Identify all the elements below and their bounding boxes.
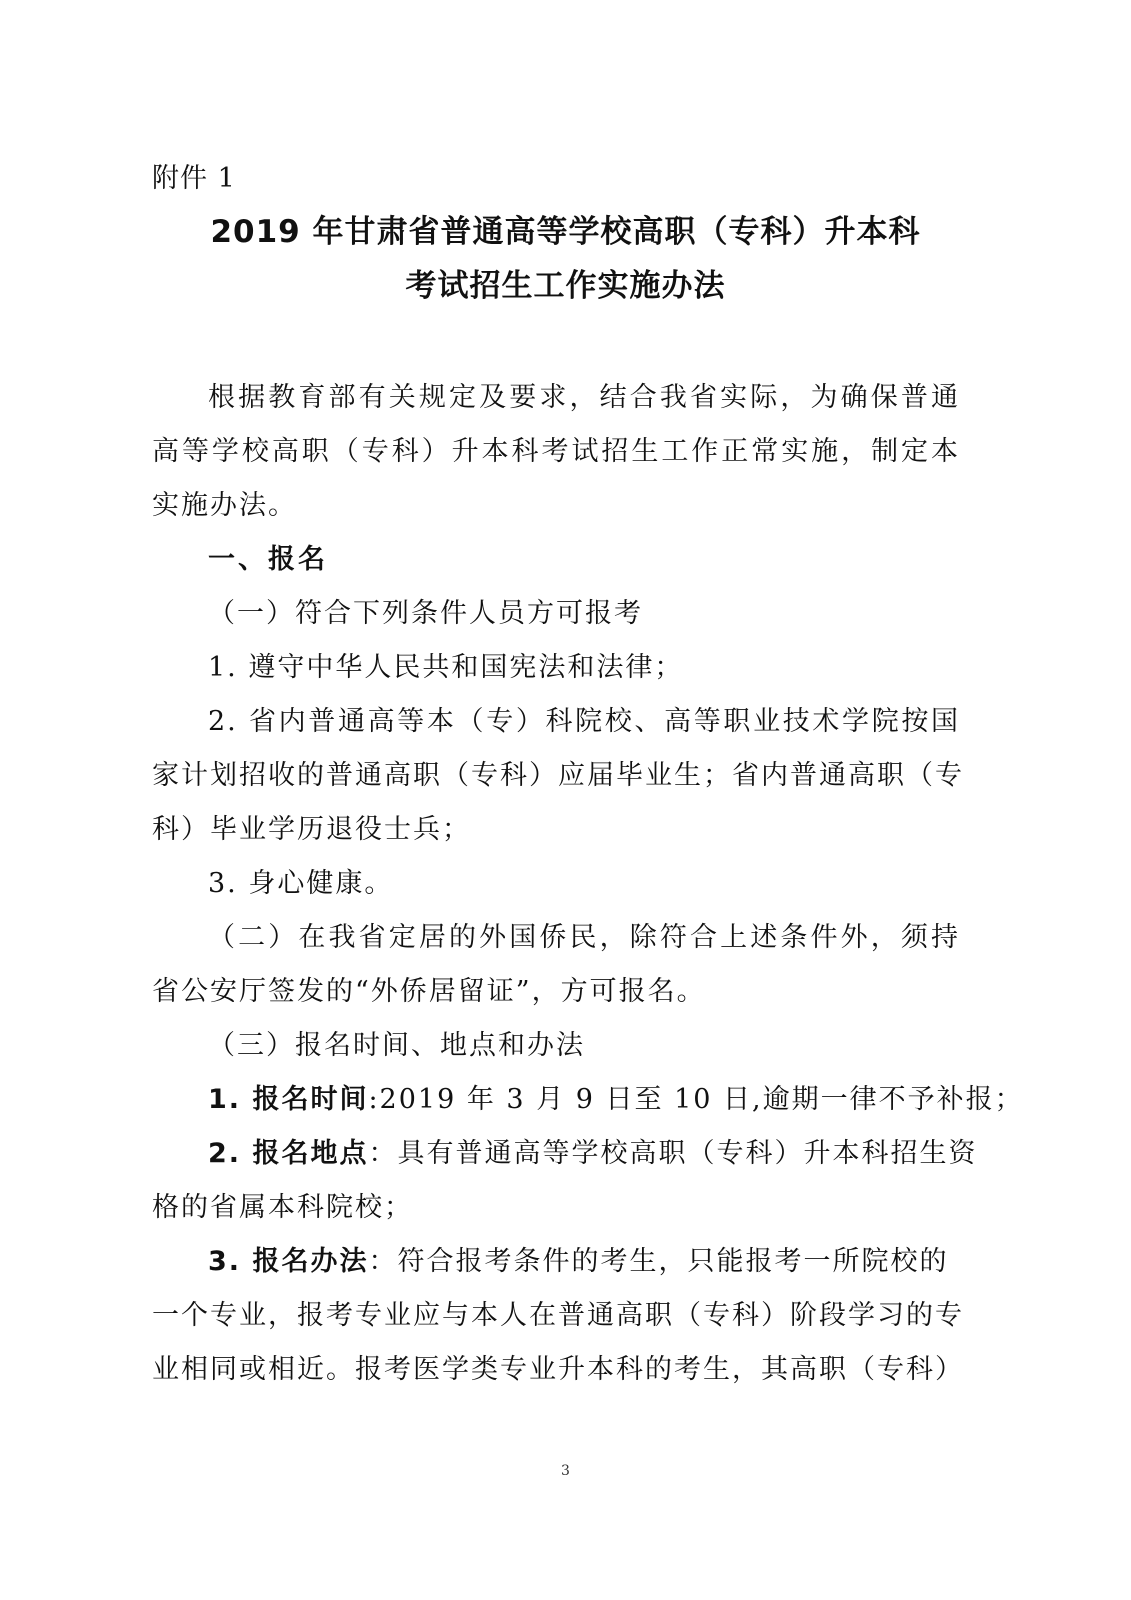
eligibility-item-2-line-1: 2. 省内普通高等本（专）科院校、高等职业技术学院按国: [208, 706, 960, 737]
registration-method-paragraph: [208, 1244, 960, 1280]
subsection-foreign-residents-line-2: 省公安厅签发的“外侨居留证”，方可报名。: [152, 976, 706, 1007]
registration-place-paragraph: [208, 1136, 978, 1172]
intro-line-2: 高等学校高职（专科）升本科考试招生工作正常实施，制定本: [152, 436, 960, 467]
subsection-heading-time-place-method: （三）报名时间、地点和办法: [208, 1030, 585, 1061]
section-heading-registration: 一、报名: [208, 544, 328, 575]
registration-method-label: 3. 报名办法: [208, 1246, 369, 1277]
registration-time-text: :2019 年 3 月 9 日至 10 日,逾期一律不予补报；: [368, 1084, 1024, 1115]
registration-method-text: ：符合报考条件的考生，只能报考一所院校的: [368, 1246, 949, 1277]
eligibility-item-1: 1. 遵守中华人民共和国宪法和法律；: [208, 652, 684, 683]
eligibility-item-2-line-2: 家计划招收的普通高职（专科）应届毕业生；省内普通高职（专: [152, 760, 964, 791]
registration-place-text: ：具有普通高等学校高职（专科）升本科招生资: [368, 1138, 978, 1169]
intro-line-1: 根据教育部有关规定及要求，结合我省实际，为确保普通: [208, 382, 960, 413]
subsection-heading-eligibility: （一）符合下列条件人员方可报考: [208, 598, 643, 629]
eligibility-item-2-line-3: 科）毕业学历退役士兵；: [152, 814, 471, 845]
intro-line-3: 实施办法。: [152, 490, 297, 521]
page-number: 3: [561, 1463, 570, 1479]
registration-method-line-3: 业相同或相近。报考医学类专业升本科的考生，其高职（专科）: [152, 1354, 964, 1385]
registration-method-line-2: 一个专业，报考专业应与本人在普通高职（专科）阶段学习的专: [152, 1300, 964, 1331]
registration-time-paragraph: [208, 1082, 1024, 1118]
eligibility-item-3: 3. 身心健康。: [208, 868, 394, 899]
document-title-line-2: 考试招生工作实施办法: [405, 268, 726, 304]
document-title-line-1: 2019 年甘肃省普通高等学校高职（专科）升本科: [210, 214, 921, 250]
registration-time-label: 1. 报名时间: [208, 1084, 369, 1115]
registration-place-line-2: 格的省属本科院校；: [152, 1192, 413, 1223]
registration-place-label: 2. 报名地点: [208, 1138, 369, 1169]
subsection-foreign-residents-line-1: （二）在我省定居的外国侨民，除符合上述条件外，须持: [208, 922, 960, 953]
attachment-label: 附件 1: [152, 163, 236, 194]
